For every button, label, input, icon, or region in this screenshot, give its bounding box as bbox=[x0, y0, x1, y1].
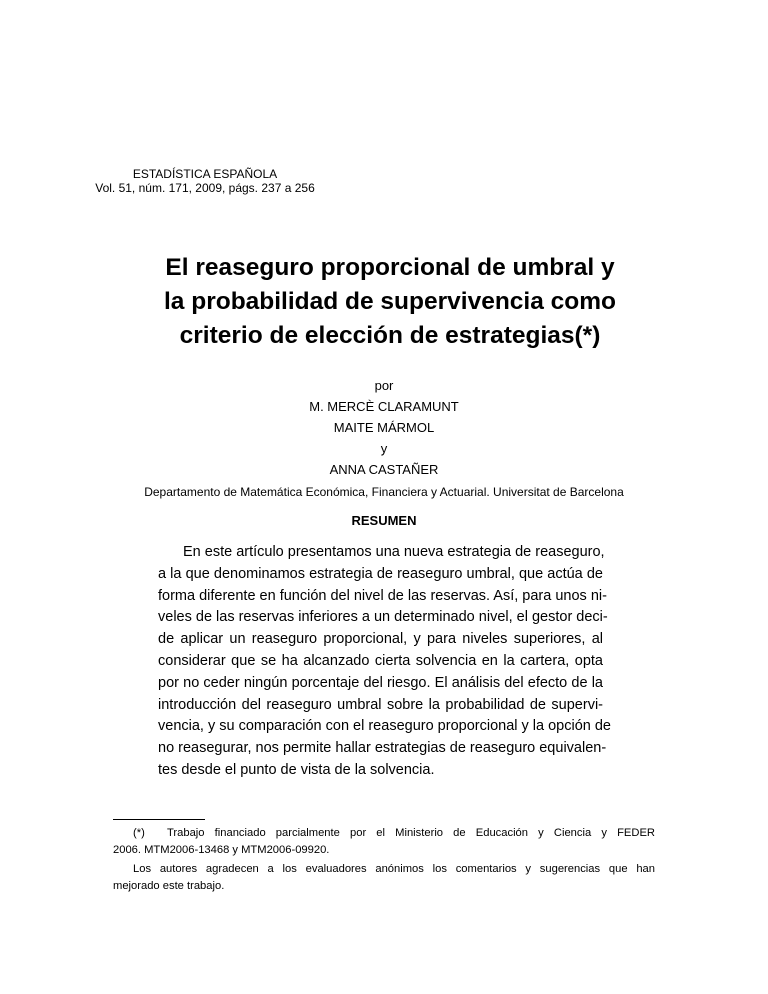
footnote-text: Trabajo financiado parcialmente por el Ministerio de Educación y Ciencia y FEDER bbox=[167, 827, 655, 839]
title-line: criterio de elección de estrategias(*) bbox=[179, 322, 601, 349]
footnote-marker: (*) bbox=[133, 827, 145, 839]
journal-issue: Vol. 51, núm. 171, 2009, págs. 237 a 256 bbox=[95, 181, 315, 195]
byline bbox=[234, 375, 534, 480]
footnote-text: 2006. MTM2006-13468 y MTM2006-09920. bbox=[113, 844, 330, 856]
footnote-acknowledgement bbox=[113, 861, 655, 895]
author-name: MAITE MÁRMOL bbox=[333, 420, 435, 435]
journal-header bbox=[85, 167, 325, 195]
article-title bbox=[90, 251, 690, 353]
abstract-line: considerar que se ha alcanzado cierta solvencia en la cartera, opta bbox=[158, 652, 603, 669]
abstract-line: no reasegurar, nos permite hallar estrategias de reaseguro equivalen- bbox=[158, 740, 607, 757]
footnote-text: Los autores agradecen a los evaluadores anónimos los comentarios y sugerencias que han bbox=[133, 863, 655, 875]
abstract-line: a la que denominamos estrategia de reaseguro umbral, que actúa de bbox=[158, 565, 603, 582]
footnote-divider bbox=[113, 819, 205, 820]
footnote-text: mejorado este trabajo. bbox=[113, 880, 225, 892]
byline-and: y bbox=[380, 441, 388, 456]
journal-name: ESTADÍSTICA ESPAÑOLA bbox=[132, 167, 278, 181]
abstract-line: tes desde el punto de vista de la solvencia. bbox=[158, 761, 435, 778]
title-line: El reaseguro proporcional de umbral y bbox=[165, 254, 615, 281]
author-name: M. MERCÈ CLARAMUNT bbox=[309, 399, 459, 414]
abstract-body bbox=[158, 542, 611, 782]
abstract-line: vencia, y su comparación con el reaseguro proporcional y la opción de bbox=[158, 718, 611, 735]
abstract-heading: RESUMEN bbox=[351, 513, 417, 528]
author-name: ANNA CASTAÑER bbox=[329, 462, 439, 477]
title-line: la probabilidad de supervivencia como bbox=[163, 288, 617, 315]
footnote-funding bbox=[113, 825, 655, 859]
abstract-line: forma diferente en función del nivel de las reservas. Así, para unos ni- bbox=[158, 587, 607, 604]
byline-por: por bbox=[374, 378, 394, 393]
affiliation: Departamento de Matemática Económica, Financiera y Actuarial. Universitat de Barcelona bbox=[144, 485, 624, 499]
abstract-line: introducción del reaseguro umbral sobre la probabilidad de supervi- bbox=[158, 696, 603, 713]
abstract-line: por no ceder ningún porcentaje del riesgo. El análisis del efecto de la bbox=[158, 674, 603, 691]
abstract-line: En este artículo presentamos una nueva estrategia de reaseguro, bbox=[183, 544, 605, 560]
abstract-line: de aplicar un reaseguro proporcional, y para niveles superiores, al bbox=[158, 631, 603, 648]
abstract-line: veles de las reservas inferiores a un determinado nivel, el gestor deci- bbox=[158, 609, 608, 626]
